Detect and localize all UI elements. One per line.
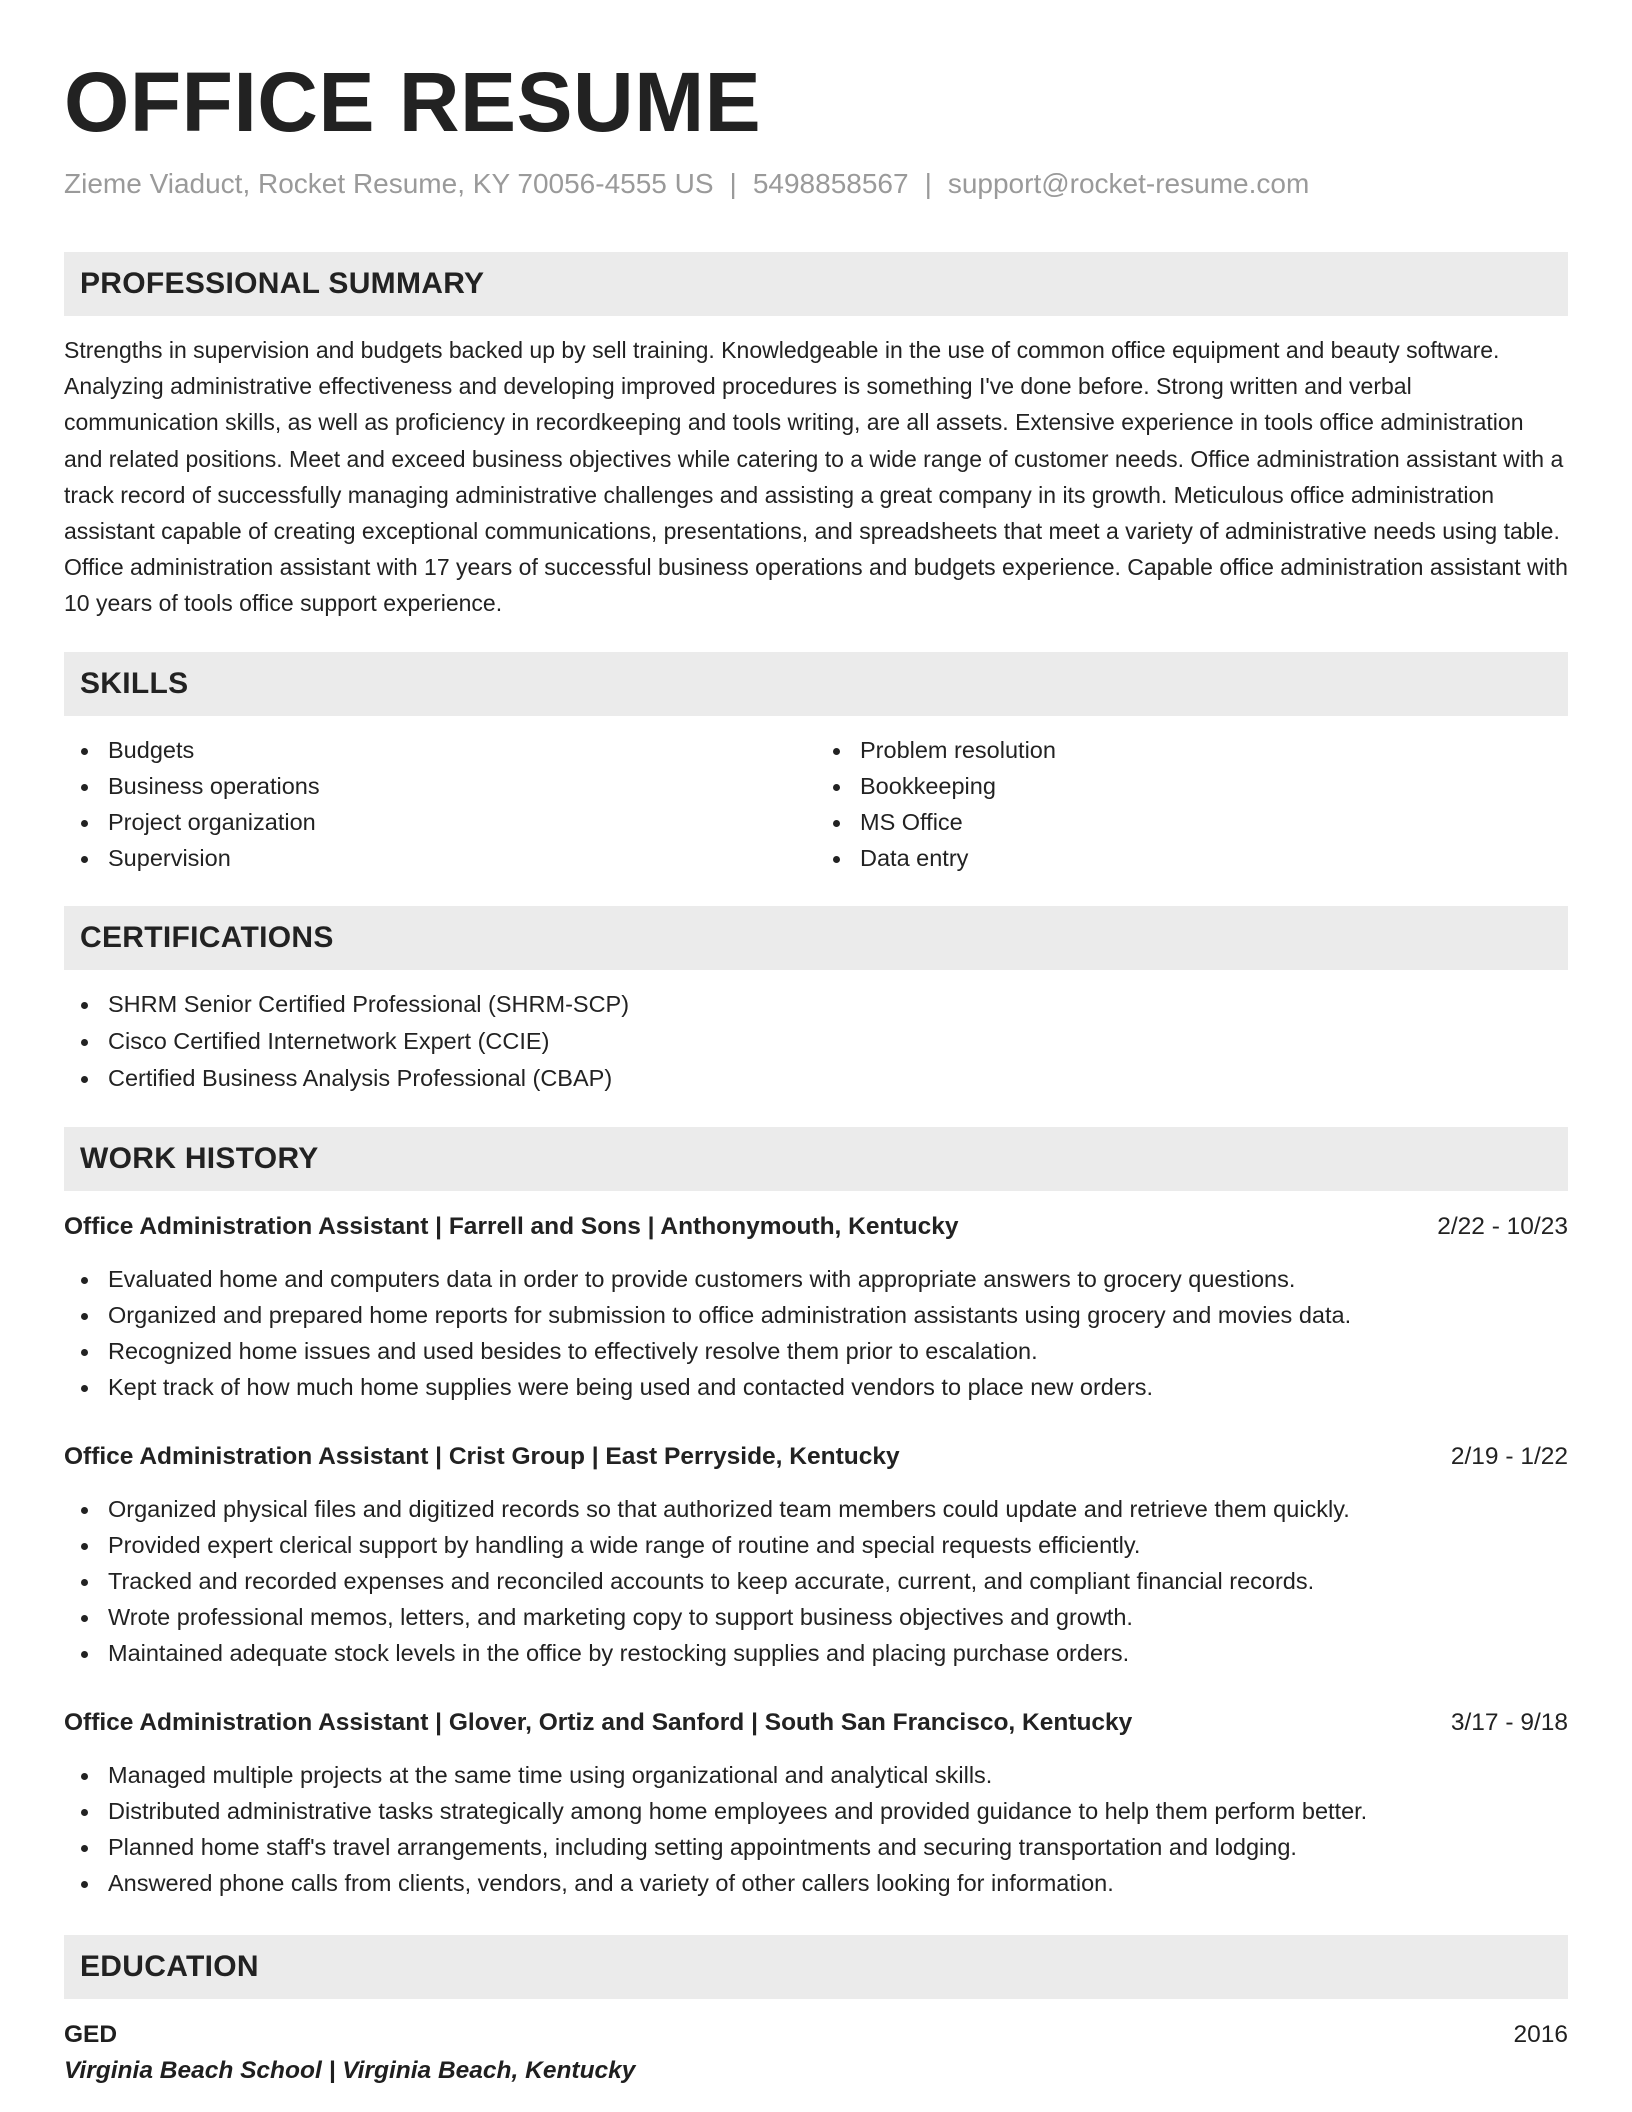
job-bullet: Evaluated home and computers data in order to provide customers with appropriate answers to grocery questions. [64, 1261, 1568, 1297]
job-dates: 2/19 - 1/22 [1450, 1442, 1568, 1470]
job-bullet-list [64, 1757, 1568, 1901]
contact-separator: | [729, 168, 737, 199]
certification-item: Cisco Certified Internetwork Expert (CCIE) [64, 1023, 1568, 1060]
section-heading-certifications: CERTIFICATIONS [64, 906, 1568, 970]
summary-section [64, 252, 1568, 622]
skills-column-right [816, 732, 1568, 876]
resume-title: OFFICE RESUME [64, 55, 762, 149]
skill-item: Data entry [816, 840, 1568, 876]
job-entry [64, 1209, 1568, 1405]
education-header [64, 2017, 1568, 2053]
skills-column-left [64, 732, 816, 876]
contact-email: support@rocket-resume.com [947, 168, 1310, 199]
contact-address: Zieme Viaduct, Rocket Resume, KY 70056-4555 US [64, 168, 714, 199]
certification-list [64, 986, 1568, 1097]
summary-text: Strengths in supervision and budgets backed up by sell training. Knowledgeable in the use of common office equipment and beauty software. Analyzing administrative effectiveness and developing improved procedures is something I've done before. Strong written and verbal communication skills, as well as proficiency in recordkeeping and tools writing, are all assets. Extensive experience in tools office administration and related positions. Meet and exceed business objectives while catering to a wide range of customer needs. Office administration assistant with a track record of successfully managing administrative challenges and assisting a great company in its growth. Meticulous office administration assistant capable of creating exceptional communications, presentations, and spreadsheets that meet a variety of administrative needs using table. Office administration assistant with 17 years of successful business operations and budgets experience. Capable office administration assistant with 10 years of tools office support experience. [64, 337, 1568, 617]
job-bullet-list [64, 1261, 1568, 1405]
skill-item: Project organization [64, 804, 816, 840]
skills-grid [64, 732, 1568, 876]
job-bullet: Managed multiple projects at the same time using organizational and analytical skills. [64, 1757, 1568, 1793]
job-bullet: Distributed administrative tasks strategically among home employees and provided guidance to help them perform better. [64, 1793, 1568, 1829]
job-bullet-list [64, 1491, 1568, 1671]
job-dates: 3/17 - 9/18 [1450, 1708, 1568, 1736]
skill-item: MS Office [816, 804, 1568, 840]
job-entry [64, 1705, 1568, 1901]
section-heading-summary: PROFESSIONAL SUMMARY [64, 252, 1568, 316]
job-bullet: Maintained adequate stock levels in the office by restocking supplies and placing purchase orders. [64, 1635, 1568, 1671]
job-title: Office Administration Assistant | Crist Group | East Perryside, Kentucky [64, 1442, 900, 1470]
section-heading-skills: SKILLS [64, 652, 1568, 716]
skill-item: Business operations [64, 768, 816, 804]
job-title: Office Administration Assistant | Farrell and Sons | Anthonymouth, Kentucky [64, 1212, 959, 1240]
job-header [64, 1439, 1568, 1475]
skill-item: Problem resolution [816, 732, 1568, 768]
job-entry [64, 1439, 1568, 1671]
contact-phone: 5498858567 [752, 168, 909, 199]
job-header [64, 1705, 1568, 1741]
section-heading-education: EDUCATION [64, 1935, 1568, 1999]
job-bullet: Organized and prepared home reports for submission to office administration assistants using grocery and movies data. [64, 1297, 1568, 1333]
education-school: Virginia Beach School | Virginia Beach, Kentucky [64, 2056, 636, 2084]
job-header [64, 1209, 1568, 1245]
job-bullet: Tracked and recorded expenses and reconciled accounts to keep accurate, current, and compliant financial records. [64, 1563, 1568, 1599]
education-degree: GED [64, 2020, 118, 2048]
job-bullet: Organized physical files and digitized records so that authorized team members could update and retrieve them quickly. [64, 1491, 1568, 1527]
contact-line [64, 164, 1568, 204]
job-bullet: Recognized home issues and used besides to effectively resolve them prior to escalation. [64, 1333, 1568, 1369]
certification-item: Certified Business Analysis Professional (CBAP) [64, 1060, 1568, 1097]
job-bullet: Kept track of how much home supplies were being used and contacted vendors to place new orders. [64, 1369, 1568, 1405]
education-year: 2016 [1513, 2020, 1568, 2048]
job-bullet: Answered phone calls from clients, vendors, and a variety of other callers looking for information. [64, 1865, 1568, 1901]
skills-section [64, 652, 1568, 876]
skill-item: Budgets [64, 732, 816, 768]
job-dates: 2/22 - 10/23 [1437, 1212, 1568, 1240]
job-title: Office Administration Assistant | Glover, Ortiz and Sanford | South San Francisco, Kentucky [64, 1708, 1133, 1736]
education-section [64, 1935, 1568, 2089]
contact-separator: | [924, 168, 932, 199]
job-bullet: Planned home staff's travel arrangements, including setting appointments and securing transportation and lodging. [64, 1829, 1568, 1865]
work-history-section [64, 1127, 1568, 1901]
job-bullet: Wrote professional memos, letters, and marketing copy to support business objectives and growth. [64, 1599, 1568, 1635]
job-bullet: Provided expert clerical support by handling a wide range of routine and special requests efficiently. [64, 1527, 1568, 1563]
skill-item: Supervision [64, 840, 816, 876]
section-heading-work-history: WORK HISTORY [64, 1127, 1568, 1191]
certifications-section [64, 906, 1568, 1097]
certification-item: SHRM Senior Certified Professional (SHRM-SCP) [64, 986, 1568, 1023]
skill-item: Bookkeeping [816, 768, 1568, 804]
